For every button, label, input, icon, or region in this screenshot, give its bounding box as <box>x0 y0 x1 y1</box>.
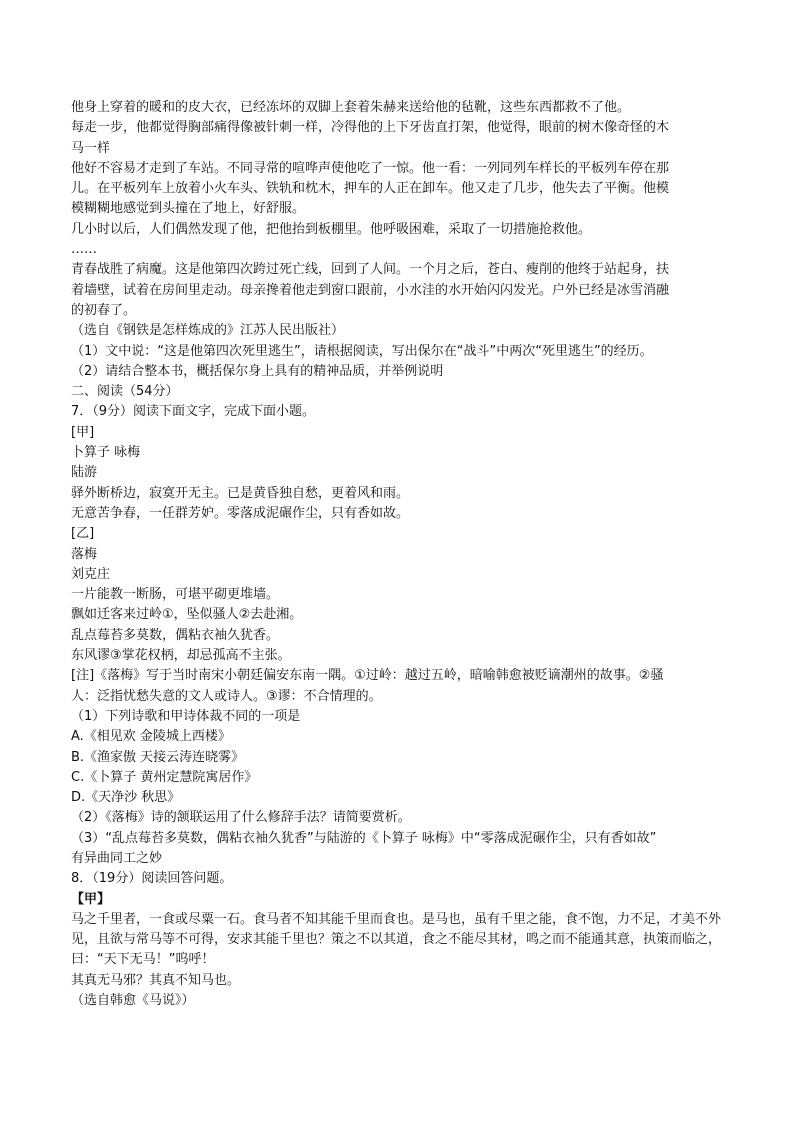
option-c: C.《卜算子 黄州定慧院寓居作》 <box>71 769 258 785</box>
option-d: D.《天净沙 秋思》 <box>71 790 181 806</box>
text-line: 几小时以后，人们偶然发现了他，把他抬到板棚里。他呼吸困难，采取了一切措施抢救他。 <box>71 221 592 237</box>
part-label-jia: [甲] <box>71 424 95 440</box>
text-line: 儿。在平板列车上放着小火车头、铁轨和枕木，押车的人正在卸车。他又走了几步，他失去了平衡。他模 <box>71 181 670 197</box>
sub-question: （2）《落梅》诗的颔联运用了什么修辞手法？请简要赏析。 <box>71 810 411 826</box>
question-8-heading: 8．（19分）阅读回答问题。 <box>71 871 233 887</box>
section-heading: 二、阅读（54分） <box>71 384 179 400</box>
document-body <box>71 98 731 1011</box>
question-1: （1）文中说：“这是他第四次死里逃生”，请根据阅读，写出保尔在“战斗”中两次“死里逃生”的经历。 <box>71 343 653 359</box>
source-citation: （选自韩愈《马说》） <box>71 993 195 1009</box>
text-line: 他身上穿着的暖和的皮大衣，已经冻坏的双脚上套着朱赫来送给他的毡靴，这些东西都救不了他。 <box>71 100 631 115</box>
sub-question: （1）下列诗歌和甲诗体裁不同的一项是 <box>71 708 301 724</box>
text-line: 马一样 <box>71 140 111 156</box>
passage-line: 其真无马邪？其真不知马也。 <box>71 972 241 988</box>
poem-title: 落梅 <box>71 546 98 562</box>
passage-line: 见，且欲与常马等不可得，安求其能千里也？策之不以其道，食之不能尽其材，鸣之而不能通其意，执策而临之，曰：“天下无马！”呜呼！ <box>71 932 722 968</box>
passage-line: 马之千里者，一食或尽粟一石。食马者不知其能千里而食也。是马也，虽有千里之能，食不饱，力不足，才美不外 <box>71 911 722 927</box>
sub-question: （3）“乱点莓苔多莫数，偶粘衣袖久犹香”与陆游的《卜算子 咏梅》中“零落成泥碾作尘，只有香如故” <box>71 830 657 846</box>
source-citation: （选自《钢铁是怎样炼成的》江苏人民出版社） <box>71 323 345 339</box>
part-label-jia: 【甲】 <box>71 891 111 907</box>
text-line: 每走一步，他都觉得胸部痛得像被针刺一样，冷得他的上下牙齿直打架，他觉得，眼前的树木像奇怪的木 <box>71 120 670 136</box>
question-2: （2）请结合整本书，概括保尔身上具有的精神品质，并举例说明 <box>71 363 444 379</box>
part-label-yi: [乙] <box>71 526 95 542</box>
note-line: 人：泛指忧愁失意的文人或诗人。③谬：不合情理的。 <box>71 688 382 704</box>
question-7-heading: 7．（9分）阅读下面文字，完成下面小题。 <box>71 404 316 420</box>
poem-line: 飘如迁客来过岭①，坠似骚人②去赴湘。 <box>71 607 303 623</box>
poem-author: 刘克庄 <box>71 566 111 582</box>
sub-question-cont: 有异曲同工之妙 <box>71 850 163 866</box>
note-line: [注]《落梅》写于当时南宋小朝廷偏安东南一隅。①过岭：越过五岭，暗喻韩愈被贬谪潮州的故事。②骚 <box>71 668 664 684</box>
poem-line: 无意苦争春，一任群芳妒。零落成泥碾作尘，只有香如故。 <box>71 505 410 521</box>
option-a: A.《相见欢 金陵城上西楼》 <box>71 729 231 745</box>
text-line: 着墙壁，试着在房间里走动。母亲搀着他走到窗口跟前，小水洼的水开始闪闪发光。户外已经是冰雪消融 <box>71 282 670 298</box>
option-b: B.《渔家傲 天接云涛连晓雾》 <box>71 749 245 765</box>
poem-line: 东风谬③掌花权柄，却忌孤高不主张。 <box>71 648 291 664</box>
poem-line: 一片能教一断肠，可堪平砌更堆墙。 <box>71 587 280 603</box>
poem-author: 陆游 <box>71 465 98 481</box>
text-line: 他好不容易才走到了车站。不同寻常的喧哗声使他吃了一惊。他一看：一列同列车样长的平板列车停在那 <box>71 160 670 176</box>
poem-title: 卜算子 咏梅 <box>71 445 141 461</box>
text-line: 模糊糊地感觉到头撞在了地上，好舒服。 <box>71 201 306 217</box>
poem-line: 驿外断桥边，寂寞开无主。已是黄昏独自愁，更着风和雨。 <box>71 485 410 501</box>
poem-line: 乱点莓苔多莫数，偶粘衣袖久犹香。 <box>71 627 280 643</box>
ellipsis-line: …… <box>71 242 97 258</box>
text-line: 青春战胜了病魔。这是他第四次跨过死亡线，回到了人间。一个月之后，苍白、瘦削的他终于站起身，扶 <box>71 262 670 278</box>
text-line: 的初春了。 <box>71 302 137 318</box>
